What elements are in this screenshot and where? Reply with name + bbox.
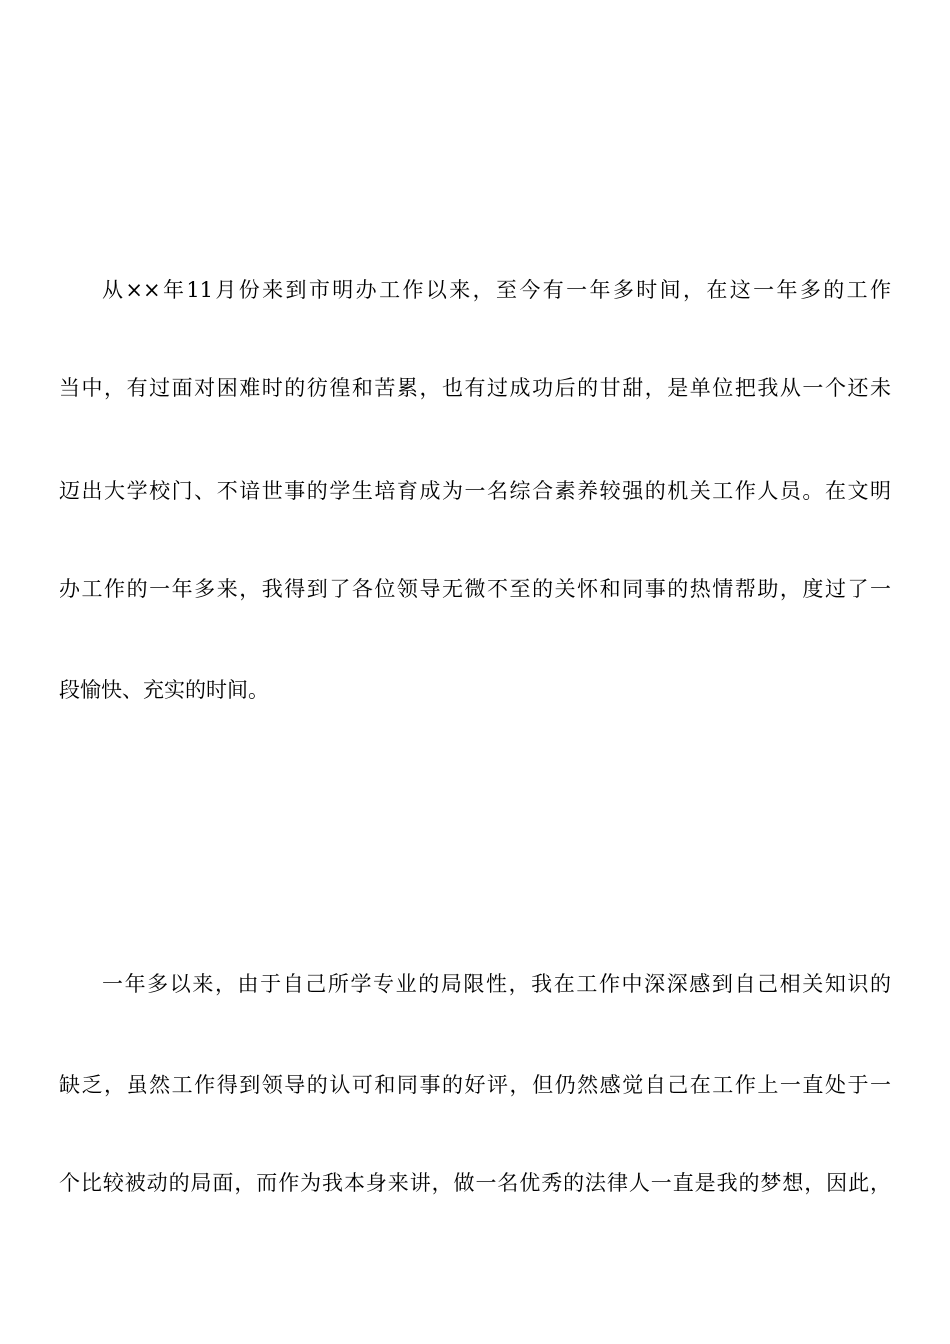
paragraph-1-line-4: 办工作的一年多来，我得到了各位领导无微不至的关怀和同事的热情帮助，度过了一 xyxy=(59,577,891,601)
paragraph-1-line-1: 从××年11月份来到市明办工作以来，至今有一年多时间，在这一年多的工作 xyxy=(102,278,891,302)
paragraph-2-line-3: 个比较被动的局面，而作为我本身来讲，做一名优秀的法律人一直是我的梦想，因此， xyxy=(59,1171,891,1195)
paragraph-2-line-1: 一年多以来，由于自己所学专业的局限性，我在工作中深深感到自己相关知识的 xyxy=(102,972,891,996)
paragraph-1-line-5: 段愉快、充实的时间。 xyxy=(59,678,269,702)
paragraph-1-line-3: 迈出大学校门、不谙世事的学生培育成为一名综合素养较强的机关工作人员。在文明 xyxy=(59,479,891,503)
paragraph-2-line-2: 缺乏，虽然工作得到领导的认可和同事的好评，但仍然感觉自己在工作上一直处于一 xyxy=(59,1073,891,1097)
paragraph-1-line-2: 当中，有过面对困难时的彷徨和苦累，也有过成功后的甘甜，是单位把我从一个还未 xyxy=(59,376,891,400)
